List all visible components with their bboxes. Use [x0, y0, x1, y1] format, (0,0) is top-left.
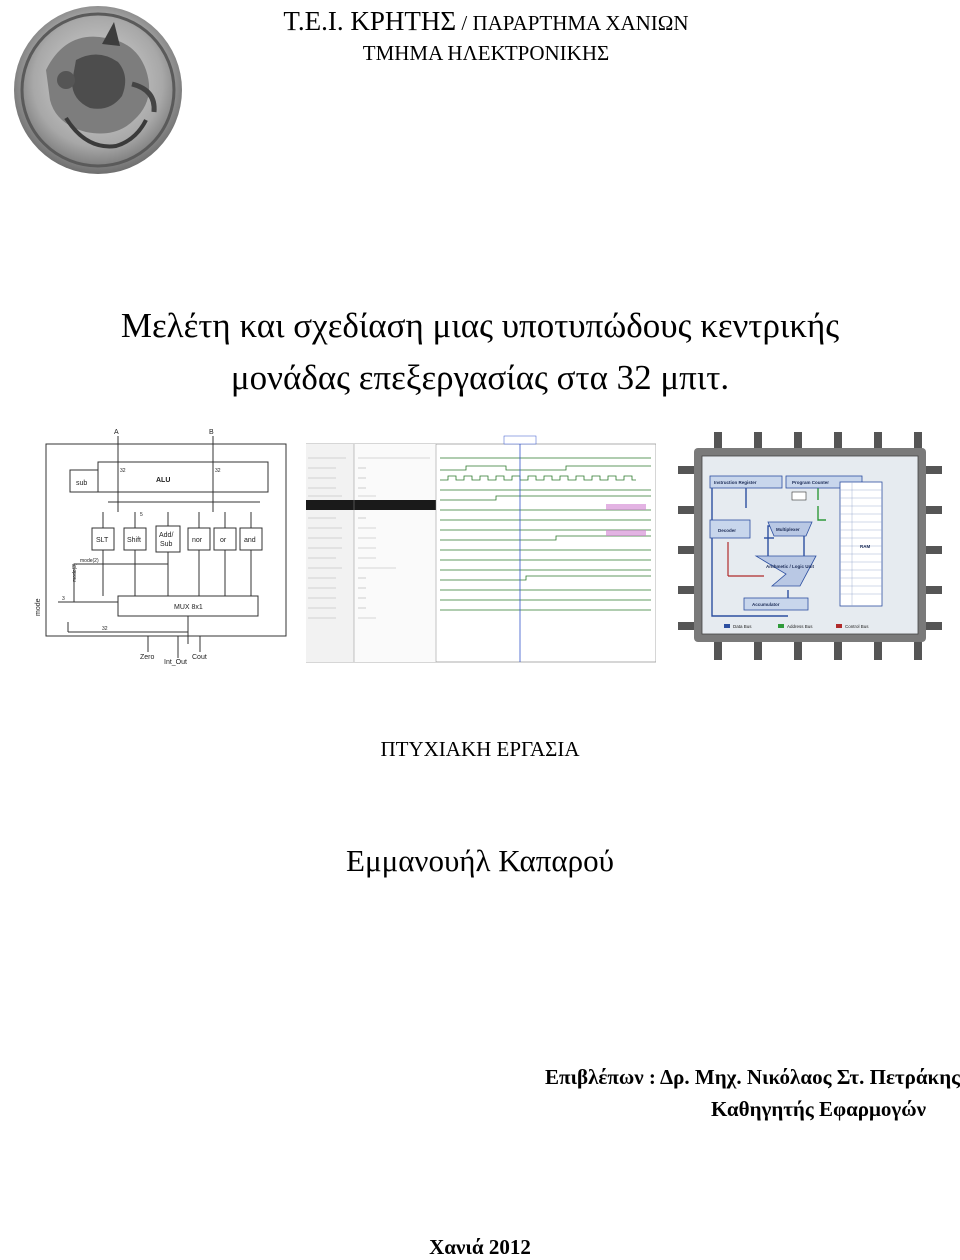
alu-mode2-label: mode(2) [80, 558, 99, 564]
cpu-ram-label: RAM [860, 544, 871, 549]
cpu-multiplexer-label: Multiplexer [776, 527, 800, 532]
alu-slt-label: SLT [96, 537, 109, 544]
alu-mode30-label: mode(3) [72, 563, 78, 582]
thesis-title-line1: Μελέτη και σχεδίαση μιας υποτυπώδους κεντρικής [120, 306, 840, 345]
alu-nor-label: nor [192, 537, 203, 544]
alu-addsub-label-2: Sub [160, 541, 173, 548]
supervisor-role: Καθηγητής Εφαρμογών [710, 1097, 926, 1121]
institution-name [186, 6, 786, 38]
alu-block-diagram [28, 426, 290, 666]
university-seal-logo [6, 0, 186, 178]
cpu-legend-control-bus: Control Bus [845, 624, 869, 629]
cpu-instruction-register-label: Instruction Register [714, 480, 757, 485]
alu-input-b-label: B [209, 429, 214, 436]
alu-shift-label: Shift [127, 537, 142, 544]
institution-branch: / ΠΑΡΑΡΤΗΜΑ ΧΑΝΙΩΝ [456, 11, 689, 35]
alu-title-label: ALU [156, 477, 171, 484]
cpu-legend-address-bus: Address Bus [787, 624, 813, 629]
alu-input-a-label: A [114, 429, 119, 436]
supervisor-line: Επιβλέπων : Δρ. Μηχ. Νικόλαος Στ. Πετράκης [545, 1065, 960, 1089]
thesis-type: ΠΤΥΧΙΑΚΗ ΕΡΓΑΣΙΑ [380, 737, 580, 761]
waveform-simulation-screenshot [306, 434, 656, 664]
cpu-alu-label: Arithmetic / Logic Unit [766, 564, 815, 569]
alu-addsub-label-1: Add/ [159, 532, 174, 539]
institution-main: Τ.Ε.Ι. ΚΡΗΤΗΣ [283, 6, 457, 36]
alu-int-out-label: Int_Out [164, 659, 187, 666]
alu-bus-width-a: 32 [120, 468, 126, 474]
cpu-decoder-label: Decoder [718, 528, 737, 533]
thesis-title [0, 300, 960, 404]
alu-or-label: or [220, 537, 227, 544]
alu-and-label: and [244, 537, 256, 544]
alu-zero-label: Zero [140, 654, 155, 661]
alu-mode-label: mode [35, 598, 42, 616]
place-and-year: Χανιά 2012 [429, 1235, 531, 1259]
cpu-accumulator-label: Accumulator [752, 602, 780, 607]
alu-mux-label: MUX 8x1 [174, 604, 203, 611]
cpu-program-counter-label: Program Counter [792, 480, 830, 485]
cpu-architecture-diagram [676, 426, 944, 666]
alu-bus-width-out: 32 [102, 626, 108, 632]
alu-bus-width-shift: 5 [140, 512, 143, 518]
alu-sub-label: sub [76, 480, 88, 487]
cpu-legend-data-bus: Data Bus [733, 624, 752, 629]
thesis-title-line2: μονάδας επεξεργασίας στα 32 μπιτ. [230, 358, 730, 397]
alu-cout-label: Cout [192, 654, 207, 661]
alu-bus-width-b: 32 [215, 468, 221, 474]
department-name: ΤΜΗΜΑ ΗΛΕΚΤΡΟΝΙΚΗΣ [362, 41, 610, 65]
alu-bus-width-mode: 3 [62, 596, 65, 602]
author-name: Εμμανουήλ Καπαρού [346, 843, 614, 878]
